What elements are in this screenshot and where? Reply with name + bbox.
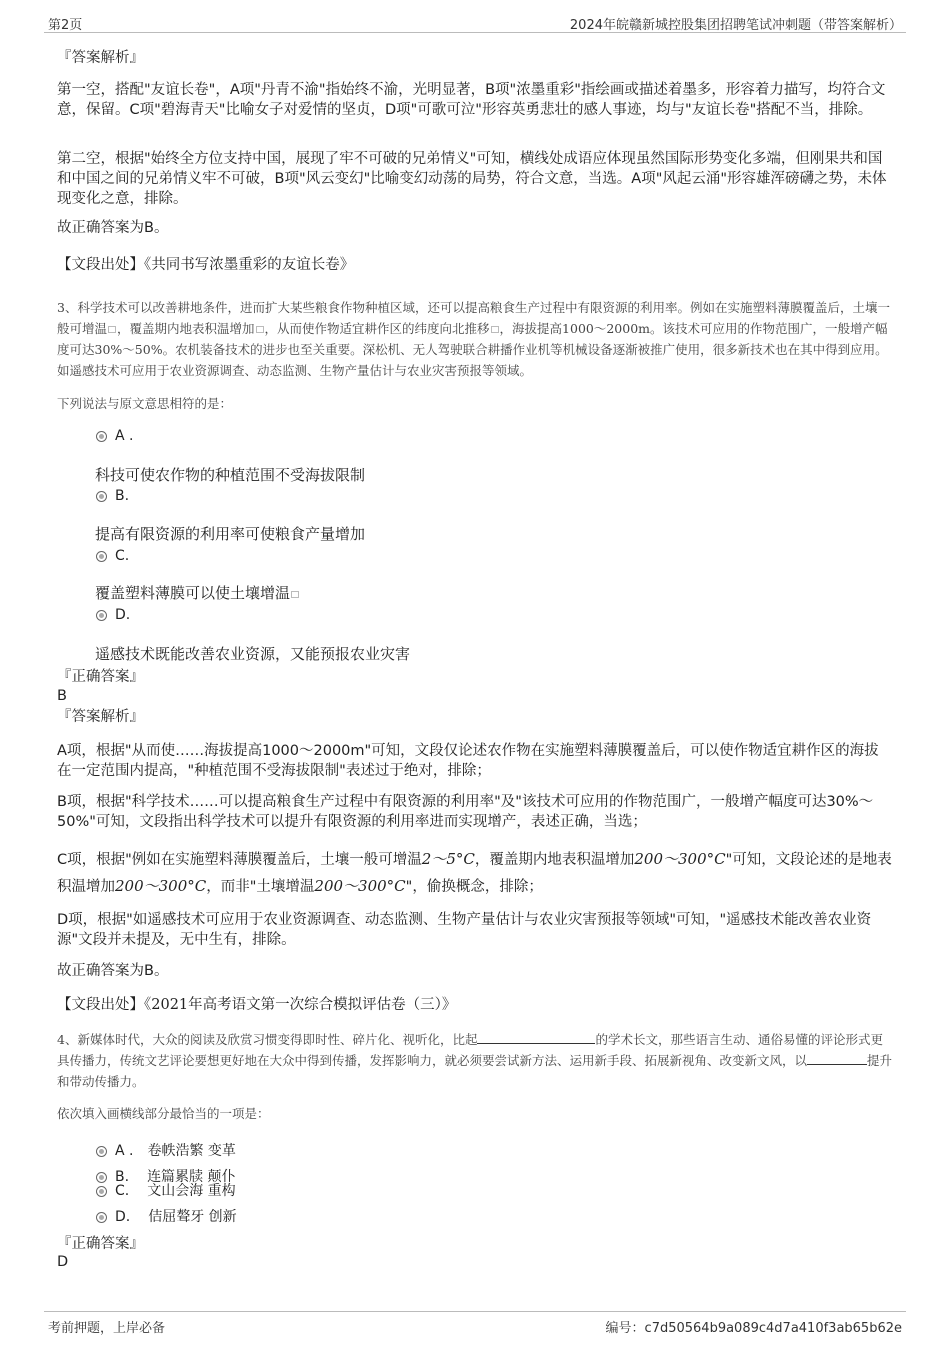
temperature-formula: 2～5°C bbox=[421, 850, 475, 868]
document-title: 2024年皖赣新城控股集团招聘笔试冲刺题（带答案解析） bbox=[569, 18, 902, 33]
q3-option-a-text: 科技可使农作物的种植范围不受海拔限制 bbox=[95, 466, 366, 484]
q3-analysis-label: 『答案解析』 bbox=[57, 709, 144, 725]
temperature-formula: 200～300°C bbox=[314, 877, 406, 895]
q3-question: 下列说法与原文意思相符的是： bbox=[57, 396, 233, 411]
q3-option-c-radio[interactable]: C. bbox=[96, 548, 129, 564]
q3-option-d-text: 遥感技术既能改善农业资源，又能预报农业灾害 bbox=[95, 645, 411, 663]
q3-analysis-b: B项，根据"科学技术……可以提高粮食生产过程中有限资源的利用率"及"该技术可应用的作物范围广，一般增产幅度可达30%～50%"可知，文段指出科学技术可以提升有限资源的利用率进而实现增产，表述正确，当选； bbox=[57, 794, 874, 830]
q3-analysis-a: A项，根据"从而使……海拔提高1000～2000m"可知，文段仅论述农作物在实施塑料薄膜覆盖后，可以使作物适宜耕作区的海拔在一定范围内提高，"种植范围不受海拔限制"表述过于绝对，排除； bbox=[57, 743, 879, 779]
q3-option-a-radio[interactable]: A . bbox=[96, 428, 133, 444]
radio-icon bbox=[96, 431, 107, 442]
footer-slogan: 考前押题，上岸必备 bbox=[48, 1321, 166, 1336]
q3-option-d-radio[interactable]: D. bbox=[96, 607, 130, 623]
missing-glyph-box bbox=[108, 326, 116, 333]
page-footer bbox=[44, 1311, 906, 1334]
q3-analysis-c: C项，根据"例如在实施塑料薄膜覆盖后，土壤一般可增温2～5°C，覆盖期内地表积温增加200～300°C"可知，文段论述的是地表积温增加200～300°C，而非"土壤增温200～300°C"，偷换概念，排除； bbox=[57, 850, 892, 895]
q3-analysis-d: D项，根据"如遥感技术可应用于农业资源调查、动态监测、生物产量估计与农业灾害预报等领域"可知，"遥感技术能改善农业资源"文段并未提及，无中生有，排除。 bbox=[57, 912, 872, 948]
q3-answer: B bbox=[57, 688, 67, 704]
missing-glyph-box bbox=[491, 326, 499, 333]
q3-stem: 3、科学技术可以改善耕地条件，进而扩大某些粮食作物种植区域，还可以提高粮食生产过程中有限资源的利用率。例如在实施塑料薄膜覆盖后，土壤一般可增温 ，覆盖期内地表积温增加 ，从而使作物适宜耕作区的纬度向北推移 ，海拔提高1000～2000m。该技术可应用的作物范围广，一般增产幅度可达30%～50%。农机装备技术的进步也至关重要。深松机、无人驾驶联合耕播作业机等机械设备逐渐被推广使用，很多新技术也在其中得到应用。如遥感技术可应用于农业资源调查、动态监测、生物产量估计与农业灾害预报等领域。 bbox=[57, 300, 890, 378]
q2-analysis-para1: 第一空，搭配"友谊长卷"，A项"丹青不渝"指始终不渝，光明显著，B项"浓墨重彩"指绘画或描述着墨多，形容着力描写，均符合文意，保留。C项"碧海青天"比喻女子对爱情的坚贞，D项"可歌可泣"形容英勇悲壮的感人事迹，均与"友谊长卷"搭配不当，排除。 bbox=[57, 82, 886, 118]
q3-option-b-radio[interactable]: B. bbox=[96, 488, 129, 504]
document-id: 编号：c7d50564b9a089c4d7a410f3ab65b62e bbox=[605, 1321, 902, 1336]
q3-option-b-text: 提高有限资源的利用率可使粮食产量增加 bbox=[95, 525, 366, 543]
radio-icon bbox=[96, 1146, 107, 1157]
fill-blank-1[interactable] bbox=[477, 1031, 595, 1044]
q3-answer-label: 『正确答案』 bbox=[57, 669, 144, 685]
q4-answer-label: 『正确答案』 bbox=[57, 1236, 144, 1252]
missing-glyph-box bbox=[291, 591, 299, 598]
radio-icon bbox=[96, 1212, 107, 1223]
temperature-formula: 200～300°C bbox=[634, 850, 726, 868]
q3-option-c-text: 覆盖塑料薄膜可以使土壤增温 bbox=[95, 582, 300, 603]
page-number: 第2页 bbox=[48, 18, 83, 33]
q2-analysis-para2: 第二空，根据"始终全方位支持中国，展现了牢不可破的兄弟情义"可知，横线处成语应体现虽然国际形势变化多端，但刚果共和国和中国之间的兄弟情义牢不可破，B项"风云变幻"比喻变幻动荡的局势，符合文意，当选。A项"风起云涌"形容雄浑磅礴之势，未体现变化之意，排除。 bbox=[57, 151, 887, 207]
radio-icon bbox=[96, 610, 107, 621]
q2-analysis-label: 『答案解析』 bbox=[57, 50, 144, 66]
q4-option-b[interactable]: B. 连篇累牍 颠仆 bbox=[96, 1166, 236, 1186]
q2-source: 【文段出处】《共同书写浓墨重彩的友谊长卷》 bbox=[57, 257, 355, 273]
radio-icon bbox=[96, 1186, 107, 1197]
q4-question: 依次填入画横线部分最恰当的一项是： bbox=[57, 1106, 270, 1121]
q3-source: 【文段出处】《2021年高考语文第一次综合模拟评估卷（三）》 bbox=[57, 997, 457, 1013]
radio-icon bbox=[96, 491, 107, 502]
missing-glyph-box bbox=[256, 326, 264, 333]
q4-option-d[interactable]: D. 佶屈聱牙 创新 bbox=[96, 1206, 237, 1226]
q4-option-a[interactable]: A . 卷帙浩繁 变革 bbox=[96, 1140, 236, 1160]
temperature-formula: 200～300°C bbox=[115, 877, 207, 895]
q4-option-c[interactable]: C. 文山会海 重构 bbox=[96, 1180, 236, 1200]
radio-icon bbox=[96, 551, 107, 562]
fill-blank-2[interactable] bbox=[807, 1052, 867, 1065]
q4-stem: 4、新媒体时代，大众的阅读及欣赏习惯变得即时性、碎片化、视听化，比起 的学术长文，那些语言生动、通俗易懂的评论形式更具传播力，传统文艺评论要想更好地在大众中得到传播，发挥影响力，就必须要尝试新方法、运用新手段、拓展新视角、改变新文风，以 提升和带动传播力。 bbox=[57, 1032, 893, 1089]
q4-answer: D bbox=[57, 1254, 69, 1270]
q2-conclusion: 故正确答案为B。 bbox=[57, 220, 169, 236]
page-header bbox=[44, 10, 906, 33]
q3-conclusion: 故正确答案为B。 bbox=[57, 963, 169, 979]
